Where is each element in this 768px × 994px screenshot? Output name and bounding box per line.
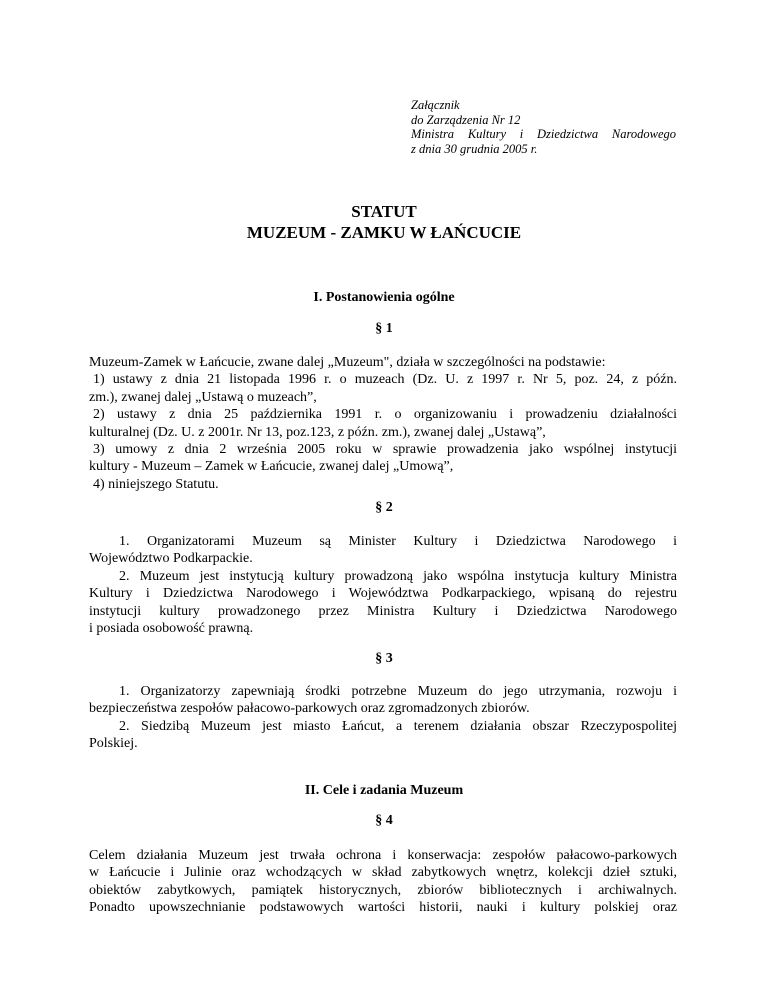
text-line: Muzeum-Zamek w Łańcucie, zwane dalej „Muzeum", działa w szczególności na podstawie: xyxy=(89,355,606,370)
annex-line-1: Załącznik xyxy=(411,98,460,112)
annex-line-4: z dnia 30 grudnia 2005 r. xyxy=(411,141,538,156)
annex-line-3: Ministra Kultury i Dziedzictwa Narodowego xyxy=(411,127,676,142)
paragraph-sign-1: § 1 xyxy=(375,321,393,336)
text-line: 2. Siedzibą Muzeum jest miasto Łańcut, a terenem działania obszar Rzeczypospolitej xyxy=(119,718,677,734)
text-line: Kultury i Dziedzictwa Narodowego i Województwa Podkarpackiego, wpisaną do rejestru xyxy=(89,586,677,602)
text-line: i posiada osobowość prawną. xyxy=(89,621,254,637)
text-line: kultury - Muzeum – Zamek w Łańcucie, zwanej dalej „Umową”, xyxy=(89,459,454,475)
paragraph-sign-2: § 2 xyxy=(375,500,393,515)
text-line: 1. Organizatorzy zapewniają środki potrzebne Muzeum do jego utrzymania, rozwoju i xyxy=(119,684,677,699)
text-line: 2) ustawy z dnia 25 października 1991 r. o organizowaniu i prowadzeniu działalności xyxy=(93,407,677,423)
text-line: w Łańcucie i Julinie oraz wchodzących w skład zabytkowych wnętrz, kolekcji dzieł sztuki, xyxy=(89,865,677,881)
text-line: Województwo Podkarpackie. xyxy=(89,551,253,567)
text-line: kulturalnej (Dz. U. z 2001r. Nr 13, poz.123, z późn. zm.), zwanej dalej „Ustawą”, xyxy=(89,424,546,440)
text-line: 3) umowy z dnia 2 września 2005 roku w sprawie prowadzenia jako wspólnej instytucji xyxy=(93,442,677,458)
document-title xyxy=(0,201,768,243)
text-line: 1. Organizatorami Muzeum są Minister Kultury i Dziedzictwa Narodowego i xyxy=(119,534,677,549)
text-line: Polskiej. xyxy=(89,736,138,752)
section-heading-1: I. Postanowienia ogólne xyxy=(313,290,455,305)
paragraph-3-body xyxy=(89,683,677,753)
annex-line-2: do Zarządzenia Nr 12 xyxy=(411,112,521,127)
text-line: bezpieczeństwa zespołów pałacowo-parkowych oraz zgromadzonych zbiorów. xyxy=(89,701,530,717)
text-line: instytucji kultury prowadzonego przez Ministra Kultury i Dziedzictwa Narodowego xyxy=(89,603,677,619)
title-line-1: STATUT xyxy=(351,202,417,221)
text-line: 1) ustawy z dnia 21 listopada 1996 r. o muzeach (Dz. U. z 1997 r. Nr 5, poz. 24, z późn. xyxy=(93,372,677,388)
text-line: 2. Muzeum jest instytucją kultury prowadzoną jako wspólna instytucja kultury Ministra xyxy=(119,568,677,584)
text-line: zm.), zwanej dalej „Ustawą o muzeach”, xyxy=(89,389,317,405)
paragraph-4-body xyxy=(89,847,677,917)
paragraph-sign-4: § 4 xyxy=(375,813,393,828)
text-line: Celem działania Muzeum jest trwała ochrona i konserwacja: zespołów pałacowo-parkowych xyxy=(89,848,677,863)
section-heading-2: II. Cele i zadania Muzeum xyxy=(304,783,464,798)
paragraph-2-body xyxy=(89,533,677,637)
paragraph-sign-3: § 3 xyxy=(375,651,393,666)
title-line-2: MUZEUM - ZAMKU W ŁAŃCUCIE xyxy=(246,223,522,242)
text-line: 4) niniejszego Statutu. xyxy=(93,476,219,492)
text-line: Ponadto upowszechnianie podstawowych wartości historii, nauki i kultury polskiej oraz xyxy=(89,900,677,916)
text-line: obiektów zabytkowych, pamiątek historycznych, zbiorów bibliotecznych i archiwalnych. xyxy=(89,882,677,898)
paragraph-1-body xyxy=(89,354,677,493)
annex-note xyxy=(411,98,676,156)
